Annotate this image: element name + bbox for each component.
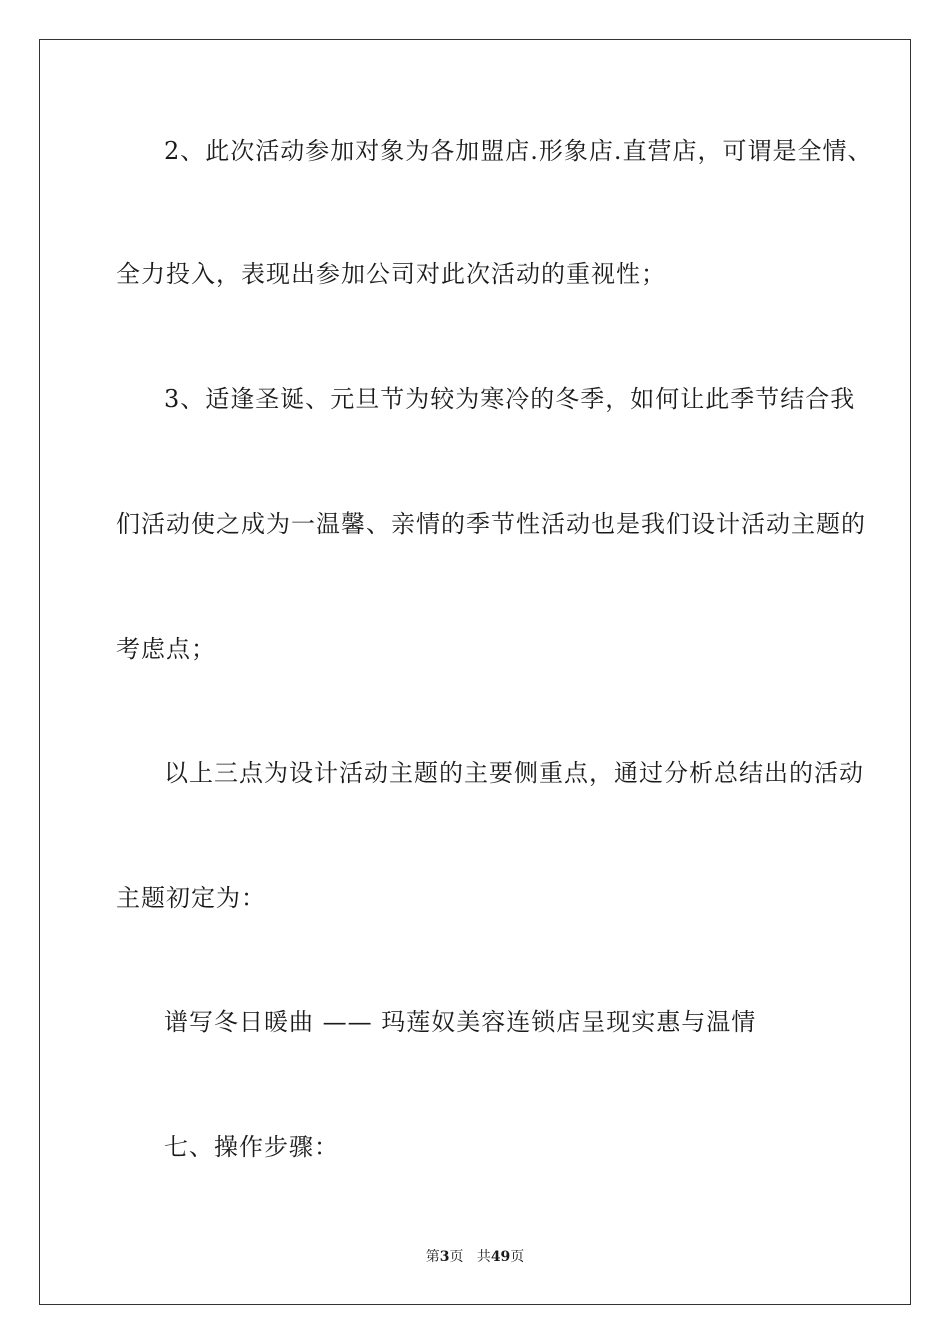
footer-total-suffix: 页 — [510, 1249, 525, 1265]
footer-total-prefix: 共 — [476, 1249, 491, 1265]
page-footer — [0, 1248, 950, 1266]
paragraph-line-1: 2、此次活动参加对象为各加盟店.形象店.直营店，可谓是全情、 — [164, 137, 873, 165]
footer-current-page: 3 — [439, 1249, 450, 1265]
paragraph-line-7: 主题初定为： — [116, 884, 266, 912]
paragraph-line-5: 考虑点； — [116, 635, 216, 663]
paragraph-line-2: 全力投入，表现出参加公司对此次活动的重视性； — [116, 260, 666, 288]
footer-prefix: 第 — [425, 1249, 440, 1265]
section-heading-steps: 七、操作步骤： — [164, 1133, 339, 1161]
page-border — [39, 39, 911, 1305]
footer-total-pages: 49 — [490, 1249, 511, 1265]
footer-page-suffix: 页 — [449, 1249, 464, 1265]
paragraph-line-4: 们活动使之成为一温馨、亲情的季节性活动也是我们设计活动主题的 — [116, 510, 866, 538]
paragraph-line-6: 以上三点为设计活动主题的主要侧重点，通过分析总结出的活动 — [164, 759, 864, 787]
theme-title-line: 谱写冬日暖曲 —— 玛莲奴美容连锁店呈现实惠与温情 — [164, 1008, 757, 1036]
paragraph-line-3: 3、适逢圣诞、元旦节为较为寒冷的冬季，如何让此季节结合我 — [164, 385, 856, 413]
